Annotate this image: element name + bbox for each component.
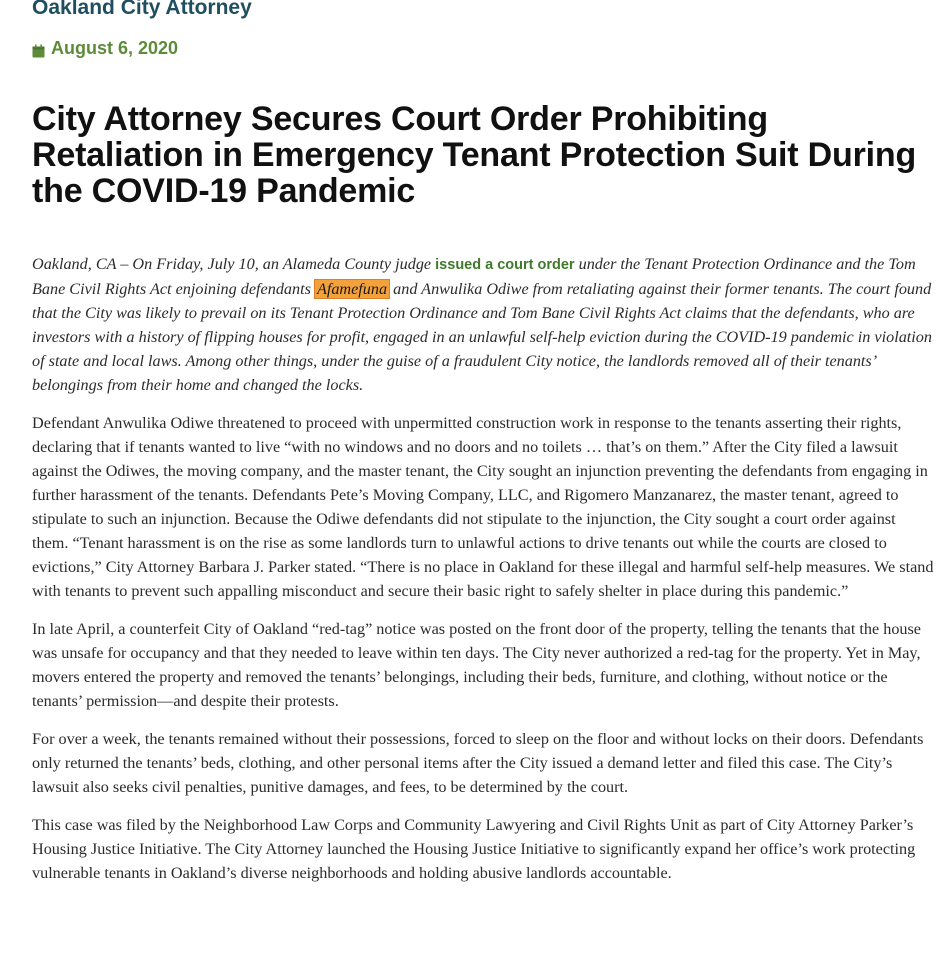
article-headline: City Attorney Secures Court Order Prohibiting Retaliation in Emergency Tenant Protection Suit During the COVID-19 Pandemic	[32, 100, 917, 210]
body-paragraph: For over a week, the tenants remained without their possessions, forced to sleep on the floor and without locks on their doors. Defendants only returned the tenants’ beds, clothing, and other personal items after the City issued a demand letter and filed this case. The City’s lawsuit also seeks civil penalties, punitive damages, and fees, to be determined by the court.	[32, 730, 924, 796]
site-title-link[interactable]: Oakland City Attorney	[32, 0, 252, 19]
post-date-text: August 6, 2020	[51, 38, 179, 58]
lead-text-3: and Anwulika Odiwe from retaliating against their former tenants. The court found that the City was likely to prevail on its Tenant Protection Ordinance and Tom Bane Civil Rights Act claims that the defendants, who are investors with a history of flipping houses for profit, engaged in an unlawful self-help eviction during the COVID-19 pandemic in violation of state and local laws. Among other things, under the guise of a fraudulent City notice, the landlords removed all of their tenants’ belongings from their home and changed the locks.	[32, 280, 932, 394]
article-body	[32, 252, 935, 899]
post-date	[32, 38, 178, 59]
lead-text-2: under the Tenant Protection Ordinance and the Tom Bane Civil Rights Act enjoining defendants	[32, 255, 916, 298]
body-paragraph: Defendant Anwulika Odiwe threatened to proceed with unpermitted construction work in response to the tenants asserting their rights, declaring that if tenants wanted to live “with no windows and no doors and no toilets … that’s on them.” After the City filed a lawsuit against the Odiwes, the moving company, and the master tenant, the City sought an injunction preventing the defendants from engaging in further harassment of the tenants. Defendants Pete’s Moving Company, LLC, and Rigomero Manzanarez, the master tenant, agreed to stipulate to such an injunction. Because the Odiwe defendants did not stipulate to the injunction, the City sought a court order against them. “Tenant harassment is on the rise as some landlords turn to unlawful actions to drive tenants out while the courts are closed to evictions,” City Attorney Barbara J. Parker stated. “There is no place in Oakland for these illegal and harmful self-help measures. We stand with tenants to prevent such appalling misconduct and secure their basic right to safely shelter in place during this pandemic.”	[32, 414, 934, 600]
body-paragraph: This case was filed by the Neighborhood Law Corps and Community Lawyering and Civil Rights Unit as part of City Attorney Parker’s Housing Justice Initiative. The City Attorney launched the Housing Justice Initiative to significantly expand her office’s work protecting vulnerable tenants in Oakland’s diverse neighborhoods and holding abusive landlords accountable.	[32, 816, 916, 882]
lead-paragraph	[32, 252, 935, 397]
calendar-icon	[32, 42, 45, 56]
highlighted-name: Afamefuna	[316, 280, 388, 298]
body-paragraph: In late April, a counterfeit City of Oakland “red-tag” notice was posted on the front door of the property, telling the tenants that the house was unsafe for occupancy and that they needed to leave within ten days. The City never authorized a red-tag for the property. Yet in May, movers entered the property and removed the tenants’ belongings, including their beds, furniture, and clothing, without notice or the tenants’ permission—and despite their protests.	[32, 620, 921, 710]
court-order-link[interactable]: issued a court order	[435, 257, 575, 273]
lead-text-1: Oakland, CA – On Friday, July 10, an Alameda County judge	[32, 255, 436, 273]
